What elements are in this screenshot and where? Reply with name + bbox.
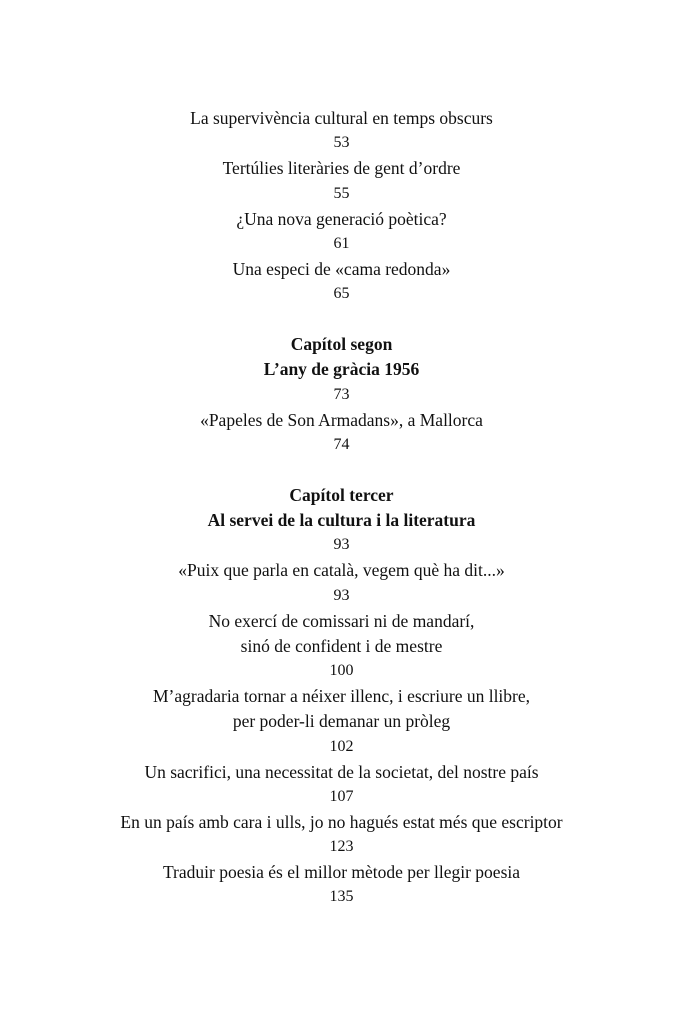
chapter-title: L’any de gràcia 1956 [263, 359, 420, 379]
chapter-page: 93 [333, 536, 350, 553]
toc-entry-title: La supervivència cultural en temps obscurs [190, 108, 493, 128]
toc-entry-page: 102 [329, 738, 354, 755]
toc-entry-title: M’agradaria tornar a néixer illenc, i escriure un llibre, [152, 686, 531, 706]
toc-entry-title: Traduir poesia és el millor mètode per llegir poesia [162, 862, 521, 882]
toc-entry-page: 74 [333, 436, 350, 453]
toc-entry-page: 55 [333, 185, 350, 202]
toc-entry-page: 123 [329, 838, 354, 855]
toc-entry-title: En un país amb cara i ulls, jo no hagués estat més que escriptor [120, 812, 563, 832]
toc-entry-title: Un sacrifici, una necessitat de la societat, del nostre país [144, 762, 539, 782]
toc-entry-page: 135 [329, 888, 354, 905]
toc-entry-page: 65 [333, 285, 350, 302]
toc-entry-title: No exercí de comissari ni de mandarí, [208, 611, 475, 631]
toc-entry-title: Una especi de «cama redonda» [232, 259, 451, 279]
toc-entry-title: «Papeles de Son Armadans», a Mallorca [200, 410, 483, 430]
toc-entry-title: ¿Una nova generació poètica? [236, 209, 447, 229]
chapter-label: Capítol tercer [289, 485, 394, 505]
chapter-title: Al servei de la cultura i la literatura [207, 510, 476, 530]
toc-entry-title: Tertúlies literàries de gent d’ordre [222, 158, 461, 178]
toc-entry-page: 93 [333, 587, 350, 604]
chapter-label: Capítol segon [290, 334, 393, 354]
toc-entry-title: «Puix que parla en català, vegem què ha dit...» [178, 560, 505, 580]
toc-entry-page: 61 [333, 235, 350, 252]
toc-entry-page: 100 [329, 662, 354, 679]
toc-entry-page: 53 [333, 134, 350, 151]
toc-entry-title-continued: sinó de confident i de mestre [240, 636, 443, 656]
toc-entry-title-continued: per poder-li demanar un pròleg [232, 711, 451, 731]
chapter-page: 73 [333, 386, 350, 403]
toc-entry-page: 107 [329, 788, 354, 805]
